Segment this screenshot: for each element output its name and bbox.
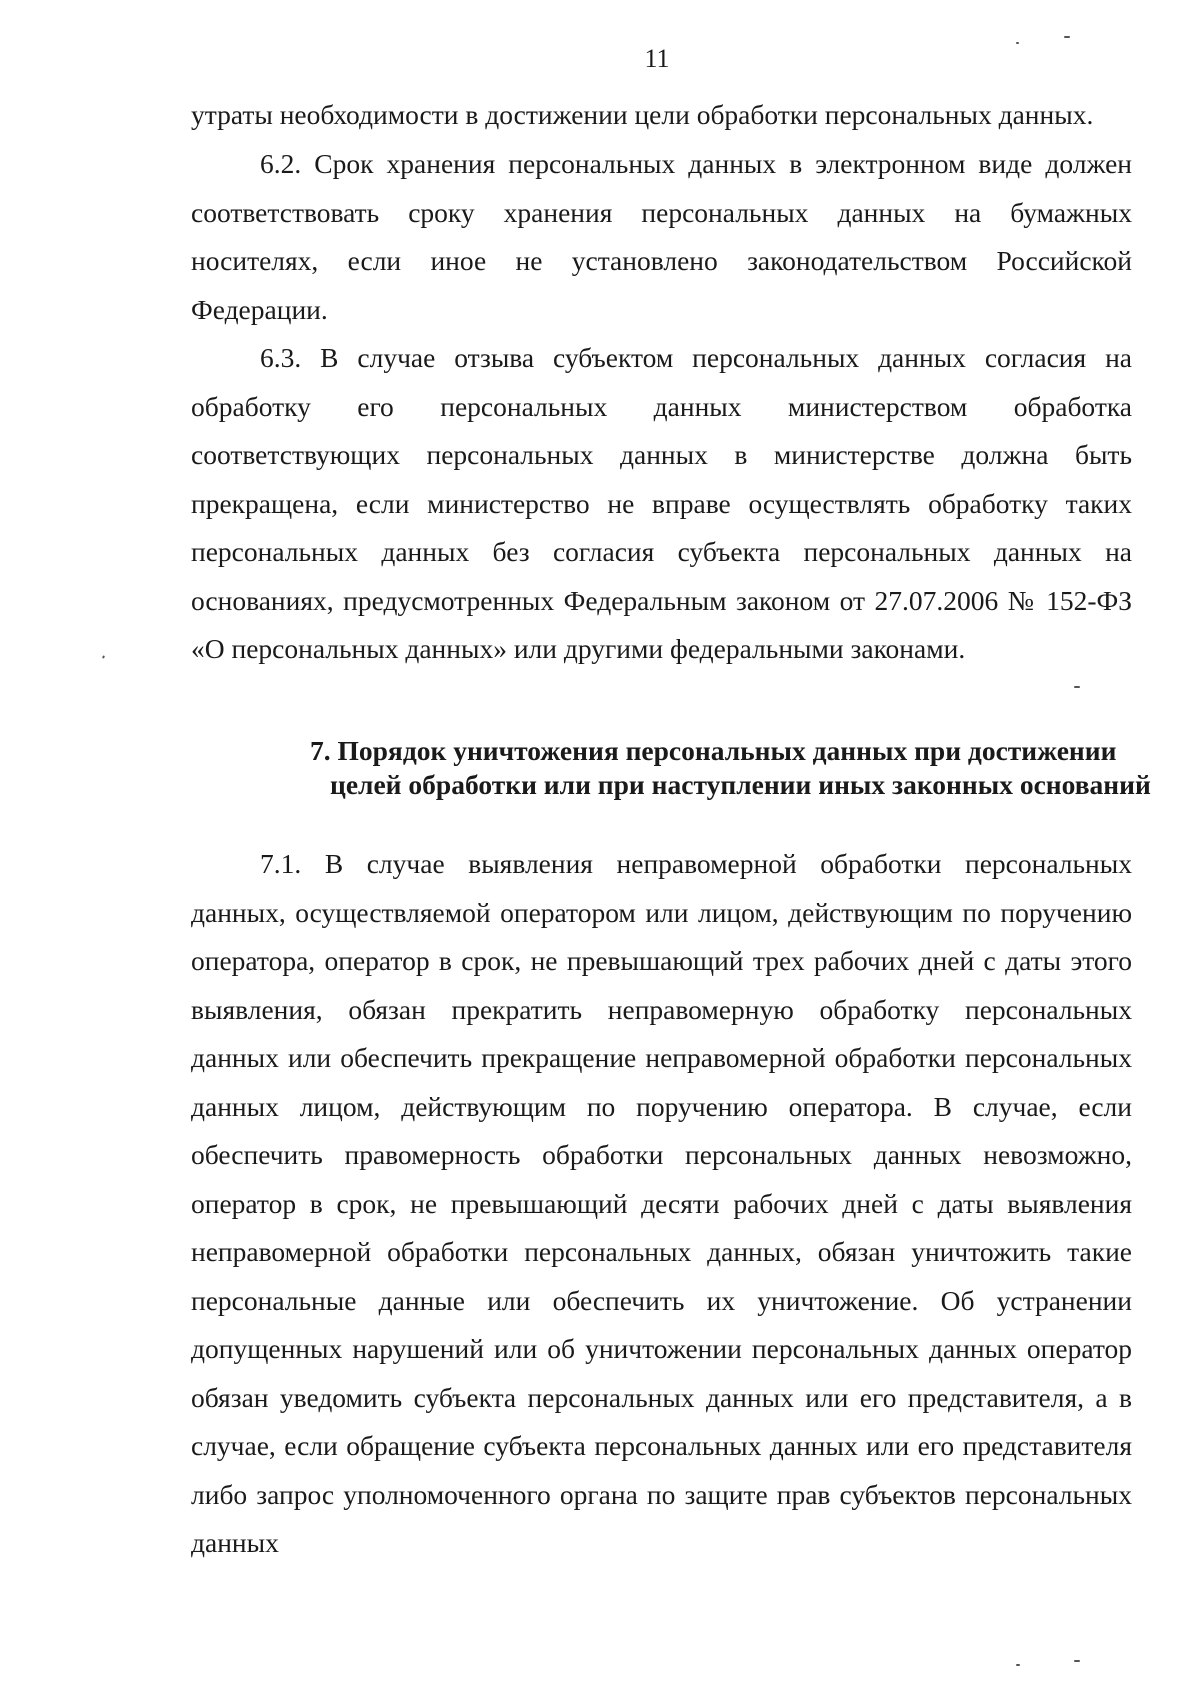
paragraph-intro-continuation: утраты необходимости в достижении цели обработки персональных данных. [191, 99, 1094, 130]
scan-speck-bottom-right-2 [1074, 1660, 1080, 1662]
page-number: 11 [644, 44, 670, 73]
scan-speck-right-margin [1074, 686, 1080, 688]
scan-speck-left-margin [102, 655, 105, 659]
section-7-heading [300, 734, 1151, 802]
scan-speck-top-right-2 [1016, 42, 1019, 44]
paragraph-6-3: 6.3. В случае отзыва субъектом персональных данных согласия на обработку его персональных данных министерством обработка соответствующих персональных данных в министерстве должна быть прекращена, если министерство не вправе осуществлять обработку таких персональных данных без согласия субъекта персональных данных на основаниях, предусмотренных Федеральным законом от 27.07.2006 № 152-ФЗ «О персональных данных» или другими федеральными законами. [191, 342, 1132, 664]
section-7-heading-line-2: целей обработки или при наступлении иных законных оснований [330, 769, 1151, 800]
paragraph-6-2: 6.2. Срок хранения персональных данных в электронном виде должен соответствовать сроку хранения персональных данных на бумажных носителях, если иное не установлено законодательством Российской Федерации. [191, 148, 1132, 325]
section-7-heading-line-1: 7. Порядок уничтожения персональных данных при достижении [310, 735, 1117, 766]
paragraph-7-1: 7.1. В случае выявления неправомерной обработки персональных данных, осуществляемой оператором или лицом, действующим по поручению оператора, оператор в срок, не превышающий трех рабочих дней с даты этого выявления, обязан прекратить неправомерную обработку персональных данных или обеспечить прекращение неправомерной обработки персональных данных лицом, действующим по поручению оператора. В случае, если обеспечить правомерность обработки персональных данных невозможно, оператор в срок, не превышающий десяти рабочих дней с даты выявления неправомерной обработки персональных данных, обязан уничтожить такие персональные данные или обеспечить их уничтожение. Об устранении допущенных нарушений или об уничтожении персональных данных оператор обязан уведомить субъекта персональных данных или его представителя, а в случае, если обращение субъекта персональных данных или его представителя либо запрос уполномоченного органа по защите прав субъектов персональных данных [191, 848, 1132, 1558]
scan-speck-bottom-right [1016, 1664, 1020, 1666]
scan-speck-top-right [1064, 36, 1070, 38]
